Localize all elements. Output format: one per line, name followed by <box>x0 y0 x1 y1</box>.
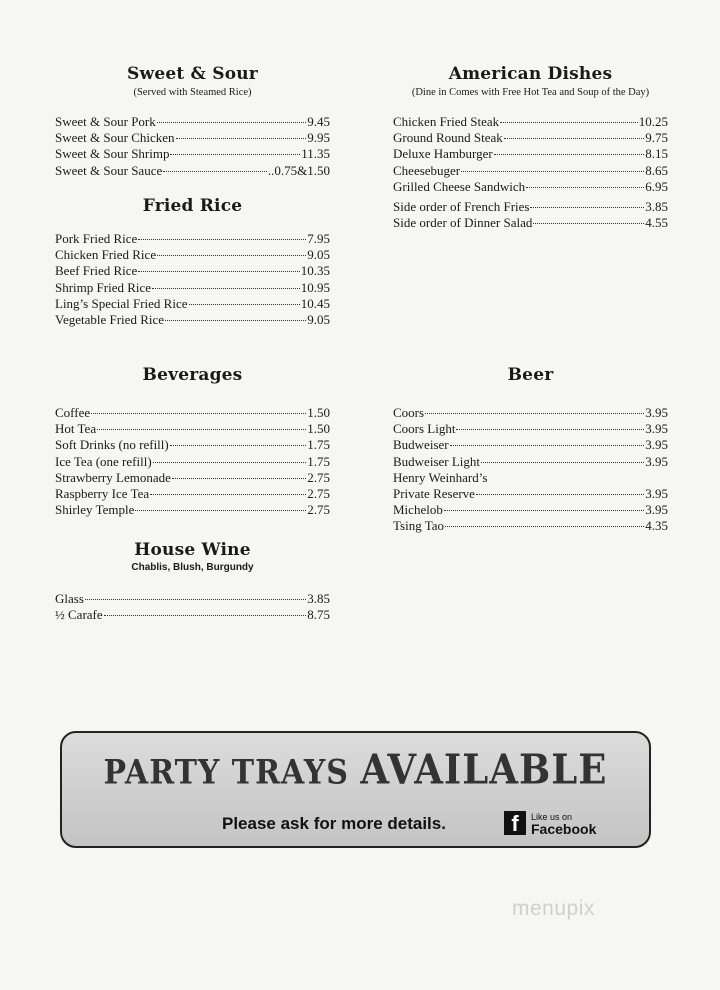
dot-leader <box>176 138 307 139</box>
section-subtitle: Chablis, Blush, Burgundy <box>131 562 254 573</box>
facebook-like-text: Like us on <box>531 812 573 822</box>
menu-item-price: 4.35 <box>645 518 668 534</box>
menu-item-name: Coors Light <box>393 421 456 437</box>
menu-item-price: 6.95 <box>645 178 668 194</box>
menu-item-price: 1.75 <box>307 453 330 469</box>
menu-item-price: 7.95 <box>307 231 330 246</box>
dot-leader <box>526 187 644 188</box>
menu-item <box>55 502 330 518</box>
dot-leader <box>170 154 300 155</box>
dot-leader <box>152 288 300 289</box>
menu-item <box>55 454 330 470</box>
facebook-text <box>531 811 596 835</box>
menu-item-name: Sweet & Sour Shrimp <box>55 146 170 162</box>
dot-leader <box>135 510 306 511</box>
menu-item-name: Chicken Fried Rice <box>55 247 157 263</box>
menu-item-name: Chicken Fried Steak <box>393 114 500 129</box>
menu-item-name: Sweet & Sour Chicken <box>55 130 175 146</box>
menu-item-price: 4.55 <box>645 215 668 231</box>
menu-item-name: Michelob <box>393 502 443 518</box>
menu-item-price: 11.35 <box>301 146 330 162</box>
dot-leader <box>153 462 307 463</box>
menu-item <box>393 470 668 486</box>
section-subtitle: (Dine in Comes with Free Hot Tea and Soup of the Day) <box>411 87 650 98</box>
dot-leader <box>91 413 306 414</box>
dot-leader <box>494 154 644 155</box>
menu-item-name: Budweiser Light <box>393 453 481 469</box>
menu-item-price: 3.95 <box>645 405 668 420</box>
menu-item-name: Strawberry Lemonade <box>55 469 171 485</box>
menu-item-name: ½ Carafe <box>55 607 103 623</box>
menu-item <box>55 421 330 437</box>
menu-item-price: 10.45 <box>300 295 330 311</box>
menu-item-price: 8.15 <box>645 146 668 162</box>
left-column <box>55 0 330 640</box>
menupix-watermark: menupix <box>512 897 595 920</box>
menu-item-price: 3.95 <box>645 437 668 453</box>
menu-item <box>393 114 668 130</box>
beverages-section <box>55 365 330 518</box>
dot-leader <box>138 239 306 240</box>
menu-item <box>55 470 330 486</box>
menu-item-name: Grilled Cheese Sandwich <box>393 178 526 194</box>
dot-leader <box>450 445 645 446</box>
menu-item <box>55 296 330 312</box>
menu-item <box>55 486 330 502</box>
menu-item <box>393 215 668 231</box>
menu-item-price: 9.75 <box>645 130 668 146</box>
menu-item-name: Pork Fried Rice <box>55 231 138 246</box>
dot-leader <box>504 138 644 139</box>
menu-item-name: Shrimp Fried Rice <box>55 279 152 295</box>
menu-item <box>393 421 668 437</box>
dot-leader <box>157 122 307 123</box>
dot-leader <box>530 207 644 208</box>
menu-item-price: 9.05 <box>307 312 330 328</box>
item-list-sides <box>393 199 668 231</box>
dot-leader <box>189 304 300 305</box>
menu-item-name: Side order of Dinner Salad <box>393 215 533 231</box>
item-list <box>393 114 668 195</box>
right-column <box>393 0 668 640</box>
menu-item <box>393 146 668 162</box>
menu-item-price: 10.25 <box>638 114 668 129</box>
menu-item-price: 3.95 <box>645 421 668 437</box>
dot-leader <box>97 429 306 430</box>
item-list <box>55 114 330 179</box>
dot-leader <box>533 223 644 224</box>
menu-item-name: Coffee <box>55 405 91 420</box>
item-list <box>55 405 330 518</box>
menu-item <box>55 146 330 162</box>
menu-item-name: Ice Tea (one refill) <box>55 453 152 469</box>
banner-title-part2: AVAILABLE <box>360 744 608 794</box>
menu-item <box>55 280 330 296</box>
menu-item-price: 2.75 <box>307 469 330 485</box>
facebook-name: Facebook <box>531 821 597 837</box>
menu-item-price: 8.75 <box>307 607 330 623</box>
menu-item-name: Private Reserve <box>393 486 475 502</box>
dot-leader <box>444 510 644 511</box>
menu-item-price: 8.65 <box>645 162 668 178</box>
menu-item-name: Henry Weinhard’s <box>393 469 488 485</box>
menu-item-price: 3.95 <box>645 502 668 518</box>
sweet-sour-section <box>55 64 330 179</box>
section-title: Beer <box>507 365 554 385</box>
dot-leader <box>445 526 644 527</box>
dot-leader <box>85 599 306 600</box>
menu-item <box>393 454 668 470</box>
menu-item-name: Glass <box>55 591 84 606</box>
menu-item-name: Sweet & Sour Sauce <box>55 162 163 178</box>
menu-item <box>393 405 668 421</box>
menu-item-name: Sweet & Sour Pork <box>55 114 156 129</box>
menu-item-price: 9.95 <box>307 130 330 146</box>
facebook-icon: f <box>504 811 526 835</box>
menu-item-price: 9.45 <box>307 114 330 129</box>
menu-item <box>393 437 668 453</box>
dot-leader <box>476 494 644 495</box>
beer-section <box>393 365 668 535</box>
banner-details-text: Please ask for more details. <box>222 814 446 833</box>
menu-item <box>55 163 330 179</box>
house-wine-section <box>55 540 330 623</box>
menu-item <box>393 163 668 179</box>
menu-item <box>55 130 330 146</box>
menu-item <box>55 247 330 263</box>
menu-item-price: 1.75 <box>307 437 330 453</box>
section-title: American Dishes <box>448 64 613 84</box>
banner-title <box>62 744 649 793</box>
american-section <box>393 64 668 231</box>
section-title: Beverages <box>142 365 243 385</box>
menu-item <box>393 199 668 215</box>
menu-item-price: 3.95 <box>645 486 668 502</box>
menu-item <box>393 130 668 146</box>
dot-leader <box>481 462 644 463</box>
dot-leader <box>456 429 644 430</box>
dot-leader <box>170 445 307 446</box>
menu-item-price: ..0.75&1.50 <box>267 162 330 178</box>
menu-item <box>55 114 330 130</box>
menu-item-name: Raspberry Ice Tea <box>55 486 150 502</box>
menu-item-price: 10.35 <box>300 263 330 279</box>
section-title: House Wine <box>134 540 251 560</box>
dot-leader <box>150 494 306 495</box>
menu-item-name: Shirley Temple <box>55 502 135 518</box>
menu-item-price: 3.95 <box>645 453 668 469</box>
menu-item-name: Budweiser <box>393 437 449 453</box>
dot-leader <box>104 615 307 616</box>
menu-item-price: 1.50 <box>307 405 330 420</box>
menu-item-price: 1.50 <box>307 421 330 437</box>
menu-item <box>55 231 330 247</box>
menu-item <box>393 502 668 518</box>
banner-title-part1: PARTY TRAYS <box>103 753 361 793</box>
menu-item-price: 9.05 <box>307 247 330 263</box>
dot-leader <box>138 271 299 272</box>
party-trays-banner <box>60 731 651 848</box>
menu-item-price: 10.95 <box>300 279 330 295</box>
menu-item <box>55 437 330 453</box>
menu-item-name: Ground Round Steak <box>393 130 503 146</box>
dot-leader <box>163 171 267 172</box>
menu-item-name: Deluxe Hamburger <box>393 146 493 162</box>
menu-item <box>55 312 330 328</box>
menu-item-name: Coors <box>393 405 425 420</box>
menu-item-name: Beef Fried Rice <box>55 263 138 279</box>
menu-item <box>55 591 330 607</box>
menu-item-name: Tsing Tao <box>393 518 445 534</box>
menu-item <box>393 518 668 534</box>
section-title: Fried Rice <box>142 196 243 216</box>
menu-item-name: Soft Drinks (no refill) <box>55 437 169 453</box>
section-title: Sweet & Sour <box>127 64 258 84</box>
menu-item-price: 2.75 <box>307 502 330 518</box>
menu-item-name: Ling’s Special Fried Rice <box>55 295 188 311</box>
item-list <box>393 405 668 535</box>
menu-item <box>393 486 668 502</box>
menu-item-name: Side order of French Fries <box>393 199 530 215</box>
dot-leader <box>172 478 306 479</box>
dot-leader <box>461 171 644 172</box>
facebook-badge[interactable] <box>504 811 596 835</box>
menu-item <box>393 179 668 195</box>
menu-item <box>55 263 330 279</box>
dot-leader <box>157 255 306 256</box>
menu-item-price: 3.85 <box>307 591 330 606</box>
item-list <box>55 591 330 623</box>
menu-item-price: 3.85 <box>645 199 668 215</box>
menu-item <box>55 607 330 623</box>
menu-item-price: 2.75 <box>307 486 330 502</box>
menu-item <box>55 405 330 421</box>
section-subtitle: (Served with Steamed Rice) <box>133 87 252 98</box>
dot-leader <box>500 122 638 123</box>
menu-item-name: Hot Tea <box>55 421 97 437</box>
menu-item-name: Cheesebuger <box>393 162 461 178</box>
menu-item-name: Vegetable Fried Rice <box>55 312 165 328</box>
dot-leader <box>425 413 644 414</box>
dot-leader <box>165 320 306 321</box>
fried-rice-section <box>55 196 330 328</box>
item-list <box>55 231 330 328</box>
